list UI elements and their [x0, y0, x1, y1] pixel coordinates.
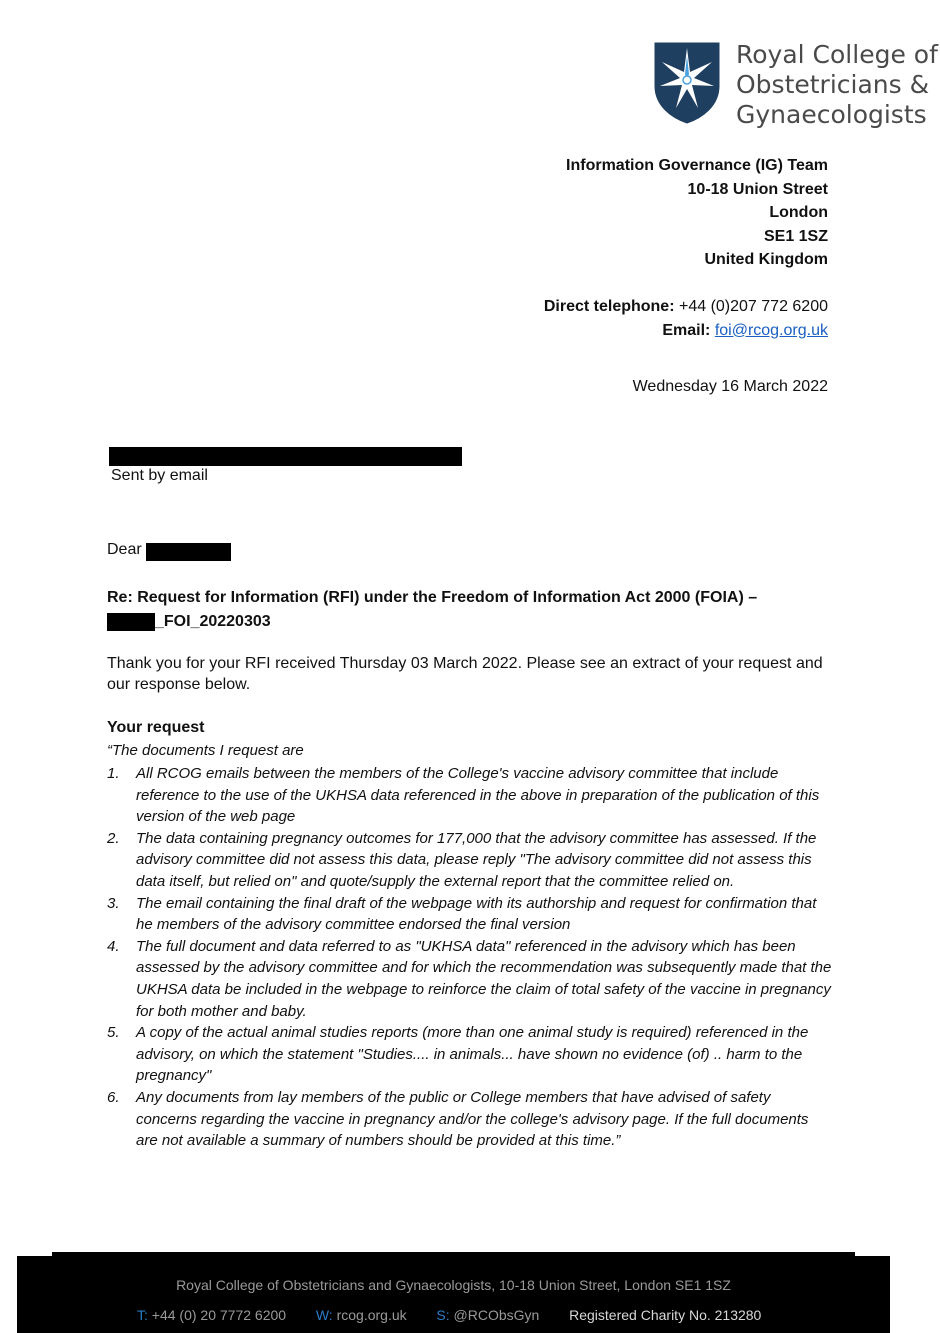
- star-shield-icon: [654, 42, 720, 124]
- footer-social[interactable]: @RCObsGyn: [453, 1307, 540, 1323]
- letter-subject: [107, 586, 827, 634]
- logo-line-1: Royal College of: [736, 40, 938, 69]
- footer-social-label: S:: [436, 1307, 450, 1323]
- sender-country: United Kingdom: [704, 251, 828, 268]
- footer-charity: Registered Charity No. 213280: [569, 1307, 762, 1323]
- page-footer: [17, 1252, 890, 1333]
- footer-notch-left: [17, 1252, 52, 1256]
- list-item: [107, 936, 832, 1022]
- sender-address: [566, 154, 828, 272]
- sender-street: 10-18 Union Street: [687, 180, 828, 198]
- list-item: [107, 1022, 832, 1087]
- sent-by-email: Sent by email: [111, 467, 208, 484]
- list-item-text: Any documents from lay members of the public or College members that have advised of safety concerns regarding the vaccine in pregnancy and/or the college's advisory page. If the full documents are not available a summary of numbers should be provided at this time.”: [136, 1088, 809, 1150]
- footer-phone-label: T:: [137, 1307, 148, 1323]
- phone-label: Direct telephone:: [543, 298, 675, 315]
- list-item-number: 5.: [107, 1024, 120, 1042]
- list-item-number: 2.: [107, 829, 120, 847]
- footer-phone: +44 (0) 20 7772 6200: [151, 1307, 287, 1323]
- rcog-logo: [654, 40, 938, 130]
- request-opening: “The documents I request are: [107, 742, 304, 759]
- intro-paragraph: Thank you for your RFI received Thursday 03 March 2022. Please see an extract of your request and our response below.: [107, 655, 823, 693]
- list-item-text: The full document and data referred to as "UKHSA data" referenced in the advisory which has been assessed by the advisory committee and for which the recommendation was subsequently made that the UKHSA data be included in the webpage to reinforce the claim of total safety of the vaccine in pregnancy for both mother and baby.: [136, 937, 832, 1020]
- subject-line-2: _FOI_20220303: [155, 613, 271, 630]
- list-item: [107, 893, 832, 936]
- sender-city: London: [769, 204, 828, 221]
- sender-contact: [544, 295, 828, 342]
- logo-wordmark: [736, 40, 936, 130]
- list-item-text: All RCOG emails between the members of the College's vaccine advisory committee that include reference to the use of the UKHSA data referenced in the above in preparation of the publication of this version of the web page: [136, 765, 820, 826]
- redacted-recipient-name: [109, 447, 462, 466]
- subject-line-1: Re: Request for Information (RFI) under the Freedom of Information Act 2000 (FOIA) –: [107, 589, 758, 606]
- phone-value: +44 (0)207 772 6200: [678, 298, 828, 315]
- footer-address: Royal College of Obstetricians and Gynaecologists, 10-18 Union Street, London SE1 1SZ: [176, 1277, 731, 1293]
- phone-line: [544, 295, 828, 319]
- sender-postcode: SE1 1SZ: [763, 227, 828, 245]
- footer-web-label: W:: [315, 1307, 333, 1323]
- list-item: [107, 828, 832, 893]
- list-item-text: A copy of the actual animal studies reports (more than one animal study is required) referenced in the advisory, on which the statement "Studies.... in animals... have shown no evidence (of) .. harm to the pregnancy": [136, 1024, 809, 1085]
- logo-line-2: Obstetricians &: [736, 70, 930, 99]
- list-item-number: 1.: [107, 765, 120, 782]
- list-item: [107, 763, 832, 828]
- request-heading: Your request: [107, 719, 205, 736]
- list-item-text: The data containing pregnancy outcomes for 177,000 that the advisory committee has assessed. If the advisory committee did not assess this data, please reply "The advisory committee did not assess this data itself, but relied on" and quote/supply the external report that the committee relied on.: [136, 829, 817, 890]
- list-item-text: The email containing the final draft of the webpage with its authorship and request for confirmation that he members of the advisory committee endorsed the final version: [136, 894, 817, 934]
- footer-contacts: [137, 1307, 761, 1323]
- email-line: [544, 319, 828, 343]
- letter-date: Wednesday 16 March 2022: [632, 378, 828, 395]
- footer-web[interactable]: rcog.org.uk: [336, 1307, 407, 1323]
- redacted-reference: [107, 613, 155, 631]
- email-label: Email:: [662, 321, 711, 339]
- salutation: Dear: [107, 541, 142, 558]
- list-item-number: 3.: [107, 894, 120, 912]
- redacted-salutation-name: [146, 543, 231, 561]
- list-item-number: 4.: [107, 937, 120, 955]
- list-item-number: 6.: [107, 1088, 120, 1106]
- email-link[interactable]: foi@rcog.org.uk: [714, 321, 828, 339]
- sender-team: Information Governance (IG) Team: [566, 157, 828, 174]
- request-list: [107, 763, 832, 1152]
- list-item: [107, 1087, 832, 1152]
- logo-line-3: Gynaecologists: [736, 100, 927, 129]
- footer-notch-right: [855, 1252, 890, 1256]
